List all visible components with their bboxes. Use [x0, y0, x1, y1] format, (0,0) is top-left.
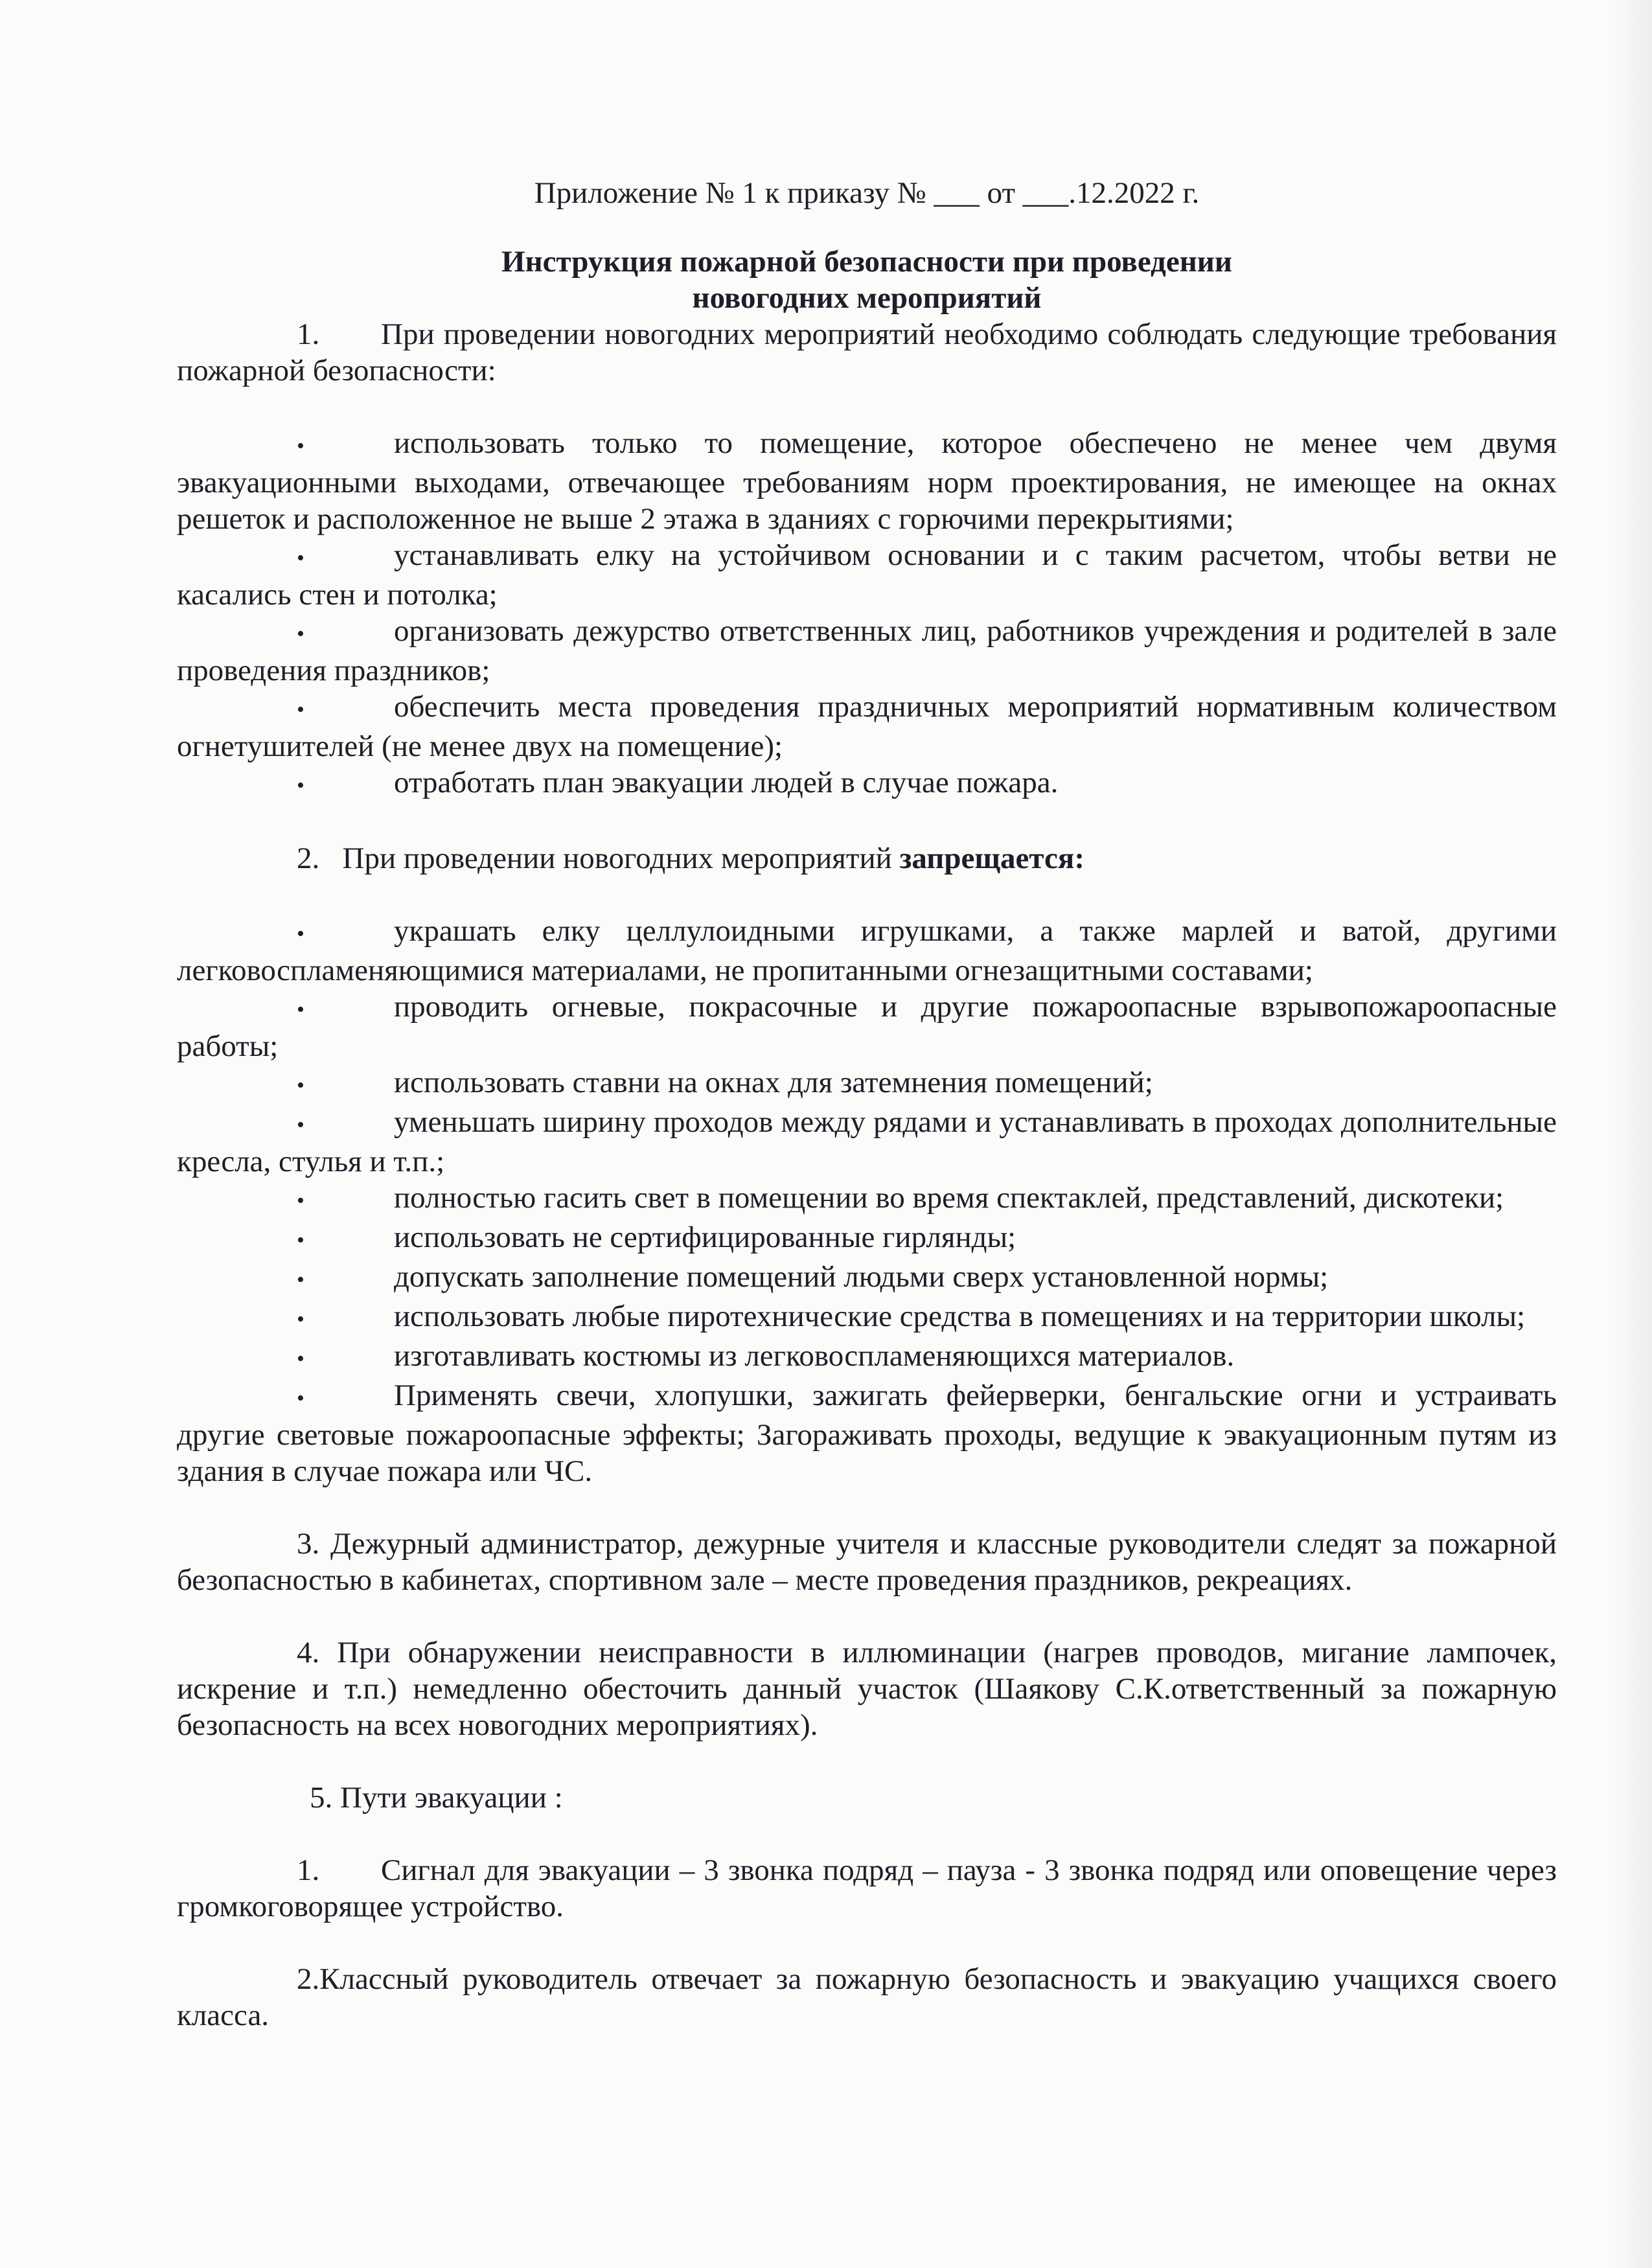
section-1-list — [177, 425, 1557, 804]
list-item: • использовать любые пиротехнические средства в помещениях и на территории школы; — [177, 1298, 1557, 1338]
bullet-icon: • — [297, 1307, 304, 1331]
list-item: • устанавливать елку на устойчивом основании и с таким расчетом, чтобы ветви не касались стен и потолка; — [177, 538, 1557, 612]
bullet-icon: • — [297, 1073, 304, 1097]
list-item: • украшать елку целлулоидными игрушками, а также марлей и ватой, другими легковоспламеняющимися материалами, не пропитанными огнезащитными составами; — [177, 914, 1557, 987]
list-item: • проводить огневые, покрасочные и другие пожароопасные взрывопожароопасные работы; — [177, 990, 1557, 1063]
list-item: • обеспечить места проведения праздничных мероприятий нормативным количеством огнетушителей (не менее двух на помещение); — [177, 690, 1557, 763]
list-item: • использовать не сертифицированные гирлянды; — [177, 1219, 1557, 1259]
section-1-number: 1. — [297, 317, 320, 351]
bullet-icon: • — [297, 434, 304, 458]
evacuation-item-2: 2.Классный руководитель отвечает за пожарную безопасность и эвакуацию учащихся своего класса. — [177, 1962, 1557, 2032]
document-title-line-1: Инструкция пожарной безопасности при проведении — [501, 245, 1232, 279]
document-title-line-2: новогодних мероприятий — [692, 281, 1042, 315]
bullet-icon: • — [297, 622, 304, 646]
list-item: • использовать ставни на окнах для затемнения помещений; — [177, 1064, 1557, 1104]
section-2-list — [177, 913, 1557, 1489]
section-5-heading: 5. Пути эвакуации : — [310, 1781, 563, 1815]
evacuation-item-1-text: Сигнал для эвакуации – 3 звонка подряд – пауза - 3 звонка подряд или оповещение через громкоговорящее устройство. — [177, 1853, 1557, 1923]
bullet-icon: • — [297, 1113, 304, 1137]
document-body — [177, 175, 1557, 2033]
section-2-number: 2. — [297, 842, 320, 875]
evacuation-item-1-number: 1. — [297, 1853, 320, 1887]
bullet-icon: • — [297, 1189, 304, 1213]
list-item: • уменьшать ширину проходов между рядами и устанавливать в проходах дополнительные кресла, стулья и т.п.; — [177, 1105, 1557, 1178]
list-item: • изготавливать костюмы из легковоспламеняющихся материалов. — [177, 1338, 1557, 1377]
section-3-paragraph: 3. Дежурный администратор, дежурные учителя и классные руководители следят за пожарной безопасностью в кабинетах, спортивном зале – месте проведения праздников, рекреациях. — [177, 1527, 1557, 1597]
list-item: • организовать дежурство ответственных лиц, работников учреждения и родителей в зале проведения праздников; — [177, 614, 1557, 687]
bullet-icon: • — [297, 773, 304, 797]
list-item: • полностью гасить свет в помещении во время спектаклей, представлений, дискотеки; — [177, 1180, 1557, 1219]
evacuation-item-1 — [177, 1852, 1557, 1925]
bullet-icon: • — [297, 1228, 304, 1252]
list-item: • допускать заполнение помещений людьми сверх установленной нормы; — [177, 1259, 1557, 1298]
section-4-paragraph: 4. При обнаружении неисправности в иллюминации (нагрев проводов, мигание лампочек, искрение и т.п.) немедленно обесточить данный участок (Шаякову С.К.ответственный за пожарную безопасность на всех новогодних мероприятиях). — [177, 1636, 1557, 1742]
appendix-line: Приложение № 1 к приказу № ___ от ___.12.2022 г. — [534, 176, 1200, 210]
bullet-icon: • — [297, 698, 304, 722]
bullet-icon: • — [297, 1347, 304, 1371]
list-item: • использовать только то помещение, которое обеспечено не менее чем двумя эвакуационными выходами, отвечающее требованиям норм проектирования, не имеющее на окнах решеток и расположенное не выше 2 этажа в зданиях с горючими перекрытиями; — [177, 426, 1557, 536]
section-1-intro — [177, 316, 1557, 389]
bullet-icon: • — [297, 922, 304, 946]
section-1-text: При проведении новогодних мероприятий необходимо соблюдать следующие требования пожарной безопасности: — [177, 317, 1557, 387]
bullet-icon: • — [297, 998, 304, 1022]
section-2-text: При проведении новогодних мероприятий — [342, 842, 892, 875]
scan-shadow — [1607, 0, 1652, 2268]
bullet-icon: • — [297, 546, 304, 570]
section-2-bold: запрещается: — [899, 842, 1084, 875]
list-item: • отработать план эвакуации людей в случае пожара. — [177, 764, 1557, 804]
bullet-icon: • — [297, 1268, 304, 1292]
bullet-icon: • — [297, 1386, 304, 1410]
list-item: • Применять свечи, хлопушки, зажигать фейерверки, бенгальские огни и устраивать другие световые пожароопасные эффекты; Загораживать проходы, ведущие к эвакуационным путям из здания в случае пожара или ЧС. — [177, 1379, 1557, 1488]
section-2-heading — [177, 840, 1557, 876]
